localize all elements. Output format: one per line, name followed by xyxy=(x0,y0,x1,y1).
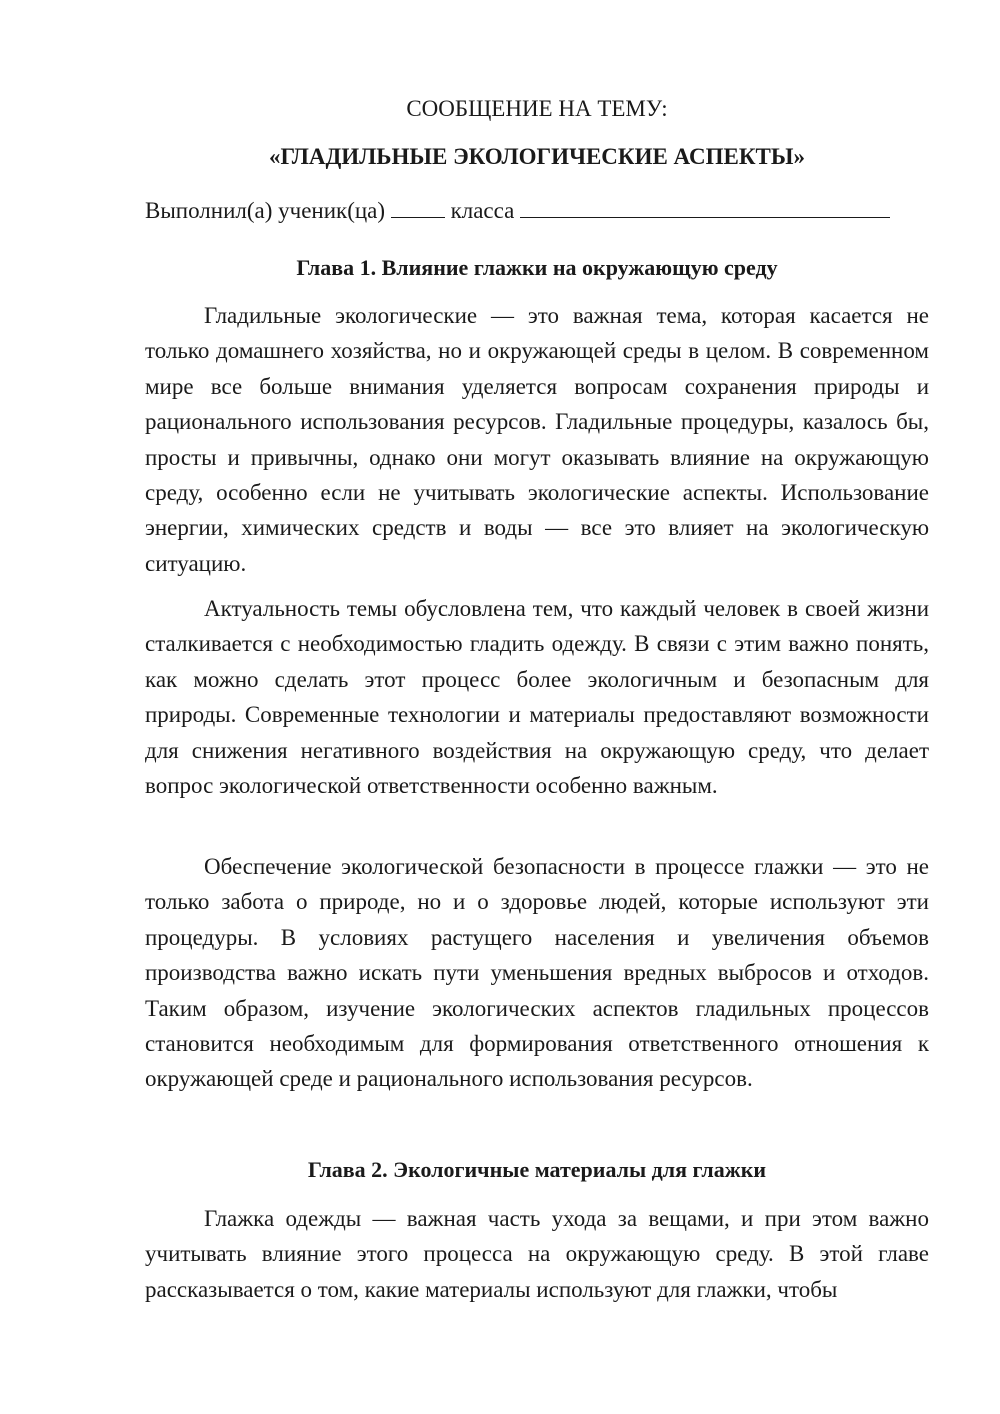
chapter-2-heading: Глава 2. Экологичные материалы для глажки xyxy=(307,1157,767,1182)
author-line xyxy=(145,196,929,226)
document-title: СООБЩЕНИЕ НА ТЕМУ: xyxy=(406,96,668,121)
author-name-blank xyxy=(520,197,890,218)
chapter-1-heading: Глава 1. Влияние глажки на окружающую среду xyxy=(296,255,778,280)
class-number-blank xyxy=(391,197,445,218)
document-topic: «ГЛАДИЛЬНЫЕ ЭКОЛОГИЧЕСКИЕ АСПЕКТЫ» xyxy=(269,144,805,169)
author-prefix: Выполнил(а) ученик(ца) xyxy=(145,198,386,223)
chapter-1-paragraph-2: Актуальность темы обусловлена тем, что каждый человек в своей жизни сталкивается с необходимостью гладить одежду. В связи с этим важно понять, как можно сделать этот процесс более экологичным и безопасным для природы. Современные технологии и материалы предоставляют возможности для снижения негативного воздействия на окружающую среду, что делает вопрос экологической ответственности особенно важным. xyxy=(145,596,929,799)
chapter-1-paragraph-1: Гладильные экологические — это важная тема, которая касается не только домашнего хозяйства, но и окружающей среды в целом. В современном мире все больше внимания уделяется вопросам сохранения природы и рационального использования ресурсов. Гладильные процедуры, казалось бы, просты и привычны, однако они могут оказывать влияние на окружающую среду, особенно если не учитывать экологические аспекты. Использование энергии, химических средств и воды — все это влияет на экологическую ситуацию. xyxy=(145,303,929,576)
chapter-1-paragraph-3: Обеспечение экологической безопасности в процессе глажки — это не только забота о природе, но и о здоровье людей, которые используют эти процедуры. В условиях растущего населения и увеличения объемов производства важно искать пути уменьшения вредных выбросов и отходов. Таким образом, изучение экологических аспектов гладильных процессов становится необходимым для формирования ответственного отношения к окружающей среде и рационального использования ресурсов. xyxy=(145,854,929,1092)
class-label: класса xyxy=(450,198,515,223)
chapter-2-paragraph-1: Глажка одежды — важная часть ухода за вещами, и при этом важно учитывать влияние этого процесса на окружающую среду. В этой главе рассказывается о том, какие материалы используют для глажки, чтобы xyxy=(145,1206,929,1302)
